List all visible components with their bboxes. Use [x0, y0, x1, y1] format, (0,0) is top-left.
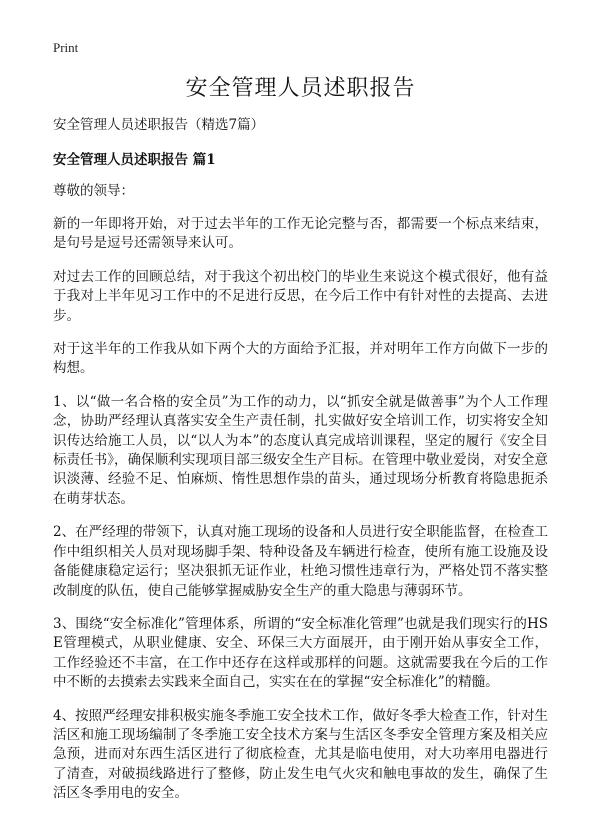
paragraph-outline: 对于这半年的工作我从如下两个大的方面给予汇报，并对明年工作方向做下一步的构想。 [53, 341, 548, 377]
salutation: 尊敬的领导： [53, 183, 134, 199]
document-title: 安全管理人员述职报告 [185, 76, 416, 101]
section-heading: 安全管理人员述职报告 篇1 [53, 152, 216, 168]
document-subtitle: 安全管理人员述职报告（精选7篇） [53, 117, 265, 133]
print-link[interactable]: Print [53, 40, 79, 55]
paragraph-review: 对过去工作的回顾总结，对于我这个初出校门的毕业生来说这个模式很好，他有益于我对上半年见习工作中的不足进行反思，在今后工作中有针对性的去提高、去进步。 [53, 268, 548, 324]
paragraph-intro: 新的一年即将开始，对于过去半年的工作无论完整与否，都需要一个标点来结束，是句号是逗号还需领导来认可。 [53, 216, 548, 252]
paragraph-item-1: 1、以“做一名合格的安全员”为工作的动力，以“抓安全就是做善事”为个人工作理念，协助严经理认真落实安全生产责任制，扎实做好安全培训工作，切实将安全知识传达给施工人员，以“以人为本”的态度认真完成培训课程，坚定的履行《安全目标责任书》，确保顺利实现项目部三级安全生产目标。在管理中敬业爱岗，对安全意识淡薄、经验不足、怕麻烦、惰性思想作祟的苗头，通过现场分析教育将隐患扼杀在萌芽状态。 [53, 393, 548, 507]
paragraph-item-4: 4、按照严经理安排积极实施冬季施工安全技术工作，做好冬季大检查工作，针对生活区和施工现场编制了冬季施工安全技术方案与生活区冬季安全管理方案及相关应急预，进而对东西生活区进行了彻底检查，尤其是临电使用，对大功率用电器进行了清查，对破损线路进行了整修，防止发生电气火灾和触电事故的发生，确保了生活区冬季用电的安全。 [53, 707, 548, 802]
paragraph-item-2: 2、在严经理的带领下，认真对施工现场的设备和人员进行安全职能监督，在检查工作中组织相关人员对现场脚手架、特种设备及车辆进行检查，使所有施工设施及设备能健康稳定运行；坚决狠抓无证作业，杜绝习惯性违章行为，严格处罚不落实整改制度的队伍，使自己能够掌握威胁安全生产的重大隐患与薄弱环节。 [53, 524, 548, 599]
paragraph-item-3: 3、围绕“安全标准化”管理体系，所谓的“安全标准化管理”也就是我们现实行的HSE管理模式，从职业健康、安全、环保三大方面展开，由于刚开始从事安全工作，工作经验还不丰富，在工作中还存在这样或那样的问题。这就需要我在今后的工作中不断的去摸索去实践来全面自己，实实在在的掌握“安全标准化”的精髓。 [53, 615, 548, 691]
